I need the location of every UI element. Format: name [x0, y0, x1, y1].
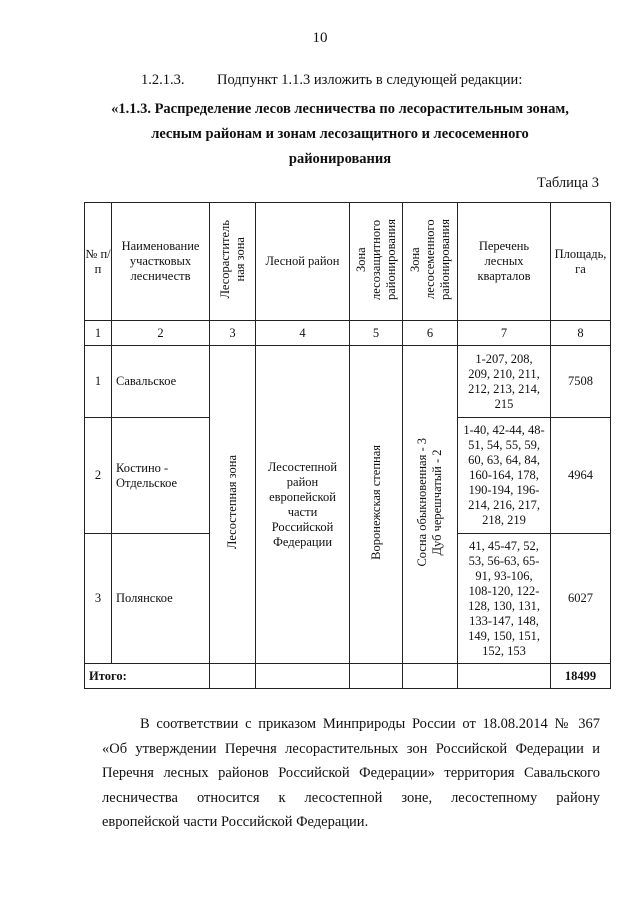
clause-text: Подпункт 1.1.3 изложить в следующей редакции:: [217, 72, 523, 88]
total-row: [85, 664, 611, 689]
column-number: 1: [85, 321, 112, 346]
column-number: 2: [112, 321, 210, 346]
header-quarters: Перечень лесных кварталов: [458, 203, 551, 321]
page-number: 10: [312, 30, 328, 46]
heading-line-1: «1.1.3. Распределение лесов лесничества по лесорастительным зонам,: [111, 101, 569, 117]
paragraph-line: европейской части Российской Федерации.: [102, 814, 369, 831]
empty-cell: [350, 664, 403, 689]
total-label: Итого:: [85, 664, 210, 689]
row-number: 3: [85, 534, 112, 664]
subdivision-name: Савальское: [112, 346, 210, 418]
total-area: 18499: [551, 664, 611, 689]
quarters-list: 1-40, 42-44, 48- 51, 54, 55, 59, 60, 63, 64, 84, 160-164, 178, 190-194, 196- 214, 216, 217, 218, 219: [458, 418, 551, 534]
subdivision-name: Полянское: [112, 534, 210, 664]
paragraph-line: В соответствии с приказом Минприроды России от 18.08.2014 № 367: [140, 716, 600, 732]
column-number: 5: [350, 321, 403, 346]
paragraph-line: [102, 786, 600, 811]
empty-cell: [210, 664, 256, 689]
section-heading: [90, 97, 590, 172]
paragraph-word: лесостепному: [451, 789, 538, 806]
area-value: 6027: [551, 534, 611, 664]
table-header-row: [85, 203, 611, 321]
heading-line-3: районирования: [288, 151, 392, 167]
paragraph-word: лесничества: [102, 789, 178, 806]
vegetation-zone-cell: Лесостепная зона: [210, 346, 256, 664]
empty-cell: [256, 664, 350, 689]
header-subdivision: Наименование участковых лесничеств: [112, 203, 210, 321]
quarters-list: 1-207, 208, 209, 210, 211, 212, 213, 214, 215: [458, 346, 551, 418]
subdivision-name: Костино - Отдельское: [112, 418, 210, 534]
row-number: 2: [85, 418, 112, 534]
clause-line: [141, 72, 522, 89]
empty-cell: [403, 664, 458, 689]
paragraph-word: зоне,: [401, 789, 433, 806]
paragraph-word: к: [278, 789, 286, 806]
header-vegetation-zone: Лесораститель ная зона: [210, 203, 256, 321]
forest-district-cell: Лесостепной район европейской части Российской Федерации: [256, 346, 350, 664]
row-number: 1: [85, 346, 112, 418]
column-number: 8: [551, 321, 611, 346]
protection-zone-cell: Воронежская степная: [350, 346, 403, 664]
heading-line-2: лесным районам и зонам лесозащитного и лесосеменного: [151, 126, 529, 142]
area-value: 4964: [551, 418, 611, 534]
header-number: № п/п: [85, 203, 112, 321]
paragraph-word: относится: [196, 789, 260, 806]
column-number: 3: [210, 321, 256, 346]
column-number: 6: [403, 321, 458, 346]
forest-distribution-table: [84, 202, 611, 689]
header-area: Площадь, га: [551, 203, 611, 321]
column-number-row: [85, 321, 611, 346]
column-number: 4: [256, 321, 350, 346]
paragraph-word: району: [556, 789, 600, 806]
seed-zone-cell: Сосна обыкновенная - 3 Дуб черешчатый - 2: [403, 346, 458, 664]
table-row: [85, 346, 611, 418]
table-caption: Таблица 3: [536, 175, 599, 191]
header-forest-district: Лесной район: [256, 203, 350, 321]
body-paragraph: [102, 712, 600, 835]
clause-number: 1.2.1.3.: [141, 72, 185, 88]
quarters-list: 41, 45-47, 52, 53, 56-63, 65- 91, 93-106, 108-120, 122- 128, 130, 131, 133-147, 148, 149, 150, 151, 152, 153: [458, 534, 551, 664]
paragraph-line: Перечня лесных районов Российской Федерации» территория Савальского: [102, 765, 600, 782]
paragraph-line: «Об утверждении Перечня лесорастительных зон Российской Федерации и: [102, 740, 600, 757]
header-seed-zone: Зона лесосеменного районирования: [403, 203, 458, 321]
empty-cell: [458, 664, 551, 689]
area-value: 7508: [551, 346, 611, 418]
header-protection-zone: Зона лесозащитного районирования: [350, 203, 403, 321]
column-number: 7: [458, 321, 551, 346]
paragraph-word: лесостепной: [304, 789, 383, 806]
